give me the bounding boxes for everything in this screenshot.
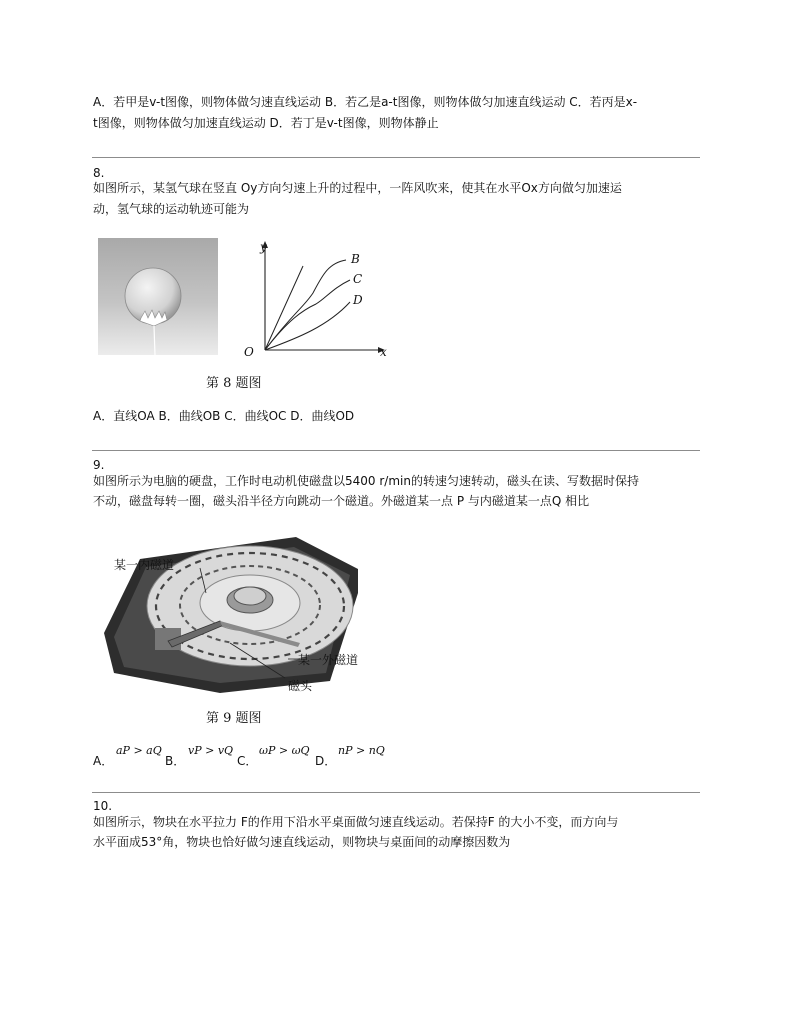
label-head: 磁头 <box>288 679 313 693</box>
q7-options-line1: A．若甲是v-t图像，则物体做匀速直线运动 B．若乙是a-t图像，则物体做匀加速直线运动 C．若丙是x- <box>93 95 638 109</box>
option-d-letter: D． <box>315 754 337 768</box>
option-a-letter: A． <box>93 754 114 768</box>
q10-stem-line2: 水平面成53°角，物块也恰好做匀速直线运动，则物块与桌面间的动摩擦因数为 <box>93 835 511 849</box>
axis-y-label: y <box>260 240 267 254</box>
q8-stem-line1: 如图所示，某氢气球在竖直 Oy方向匀速上升的过程中，一阵风吹来，使其在水平Ox方向做匀加速运 <box>93 181 622 195</box>
axis-x-label: x <box>380 345 387 359</box>
origin-label: O <box>244 345 254 359</box>
q8-stem-line2: 动，氢气球的运动轨迹可能为 <box>93 202 250 216</box>
trajectory-graph <box>238 238 388 362</box>
curve-label-b: B <box>351 252 360 266</box>
q7-options-line2: t图像，则物体做匀加速直线运动 D．若丁是v-t图像，则物体静止 <box>93 116 439 130</box>
divider <box>92 450 700 451</box>
option-c-letter: C． <box>237 754 258 768</box>
option-a-expr: aP > aQ <box>116 744 162 757</box>
option-d-expr: nP > nQ <box>338 744 385 757</box>
q9-stem-line2: 不动，磁盘每转一圈，磁头沿半径方向跳动一个磁道。外磁道某一点 P 与内磁道某一点Q 相比 <box>93 494 590 508</box>
label-inner-track: 某一内磁道 <box>114 558 175 572</box>
q8-figure-caption: 第 8 题图 <box>206 376 262 391</box>
q9-stem-line1: 如图所示为电脑的硬盘，工作时电动机使磁盘以5400 r/min的转速匀速转动，磁头在读、写数据时保持 <box>93 474 639 488</box>
divider <box>92 157 700 158</box>
label-outer-track: 某一外磁道 <box>298 653 359 667</box>
q10-number: 10. <box>93 799 113 813</box>
option-b-expr: vP > vQ <box>188 744 234 757</box>
q9-options <box>93 744 413 766</box>
option-c-expr: ωP > ωQ <box>259 744 310 757</box>
q8-number: 8. <box>93 166 105 180</box>
q9-figure-caption: 第 9 题图 <box>206 711 262 726</box>
divider <box>92 792 700 793</box>
q9-number: 9. <box>93 458 105 472</box>
balloon-photo <box>98 238 218 355</box>
curve-label-d: D <box>353 293 363 307</box>
q8-options: A．直线OA B．曲线OB C．曲线OC D．曲线OD <box>93 409 355 423</box>
curve-label-c: C <box>353 272 363 286</box>
q10-stem-line1: 如图所示，物块在水平拉力 F的作用下沿水平桌面做匀速直线运动。若保持F 的大小不变，而方向与 <box>93 815 619 829</box>
option-b-letter: B． <box>165 754 186 768</box>
